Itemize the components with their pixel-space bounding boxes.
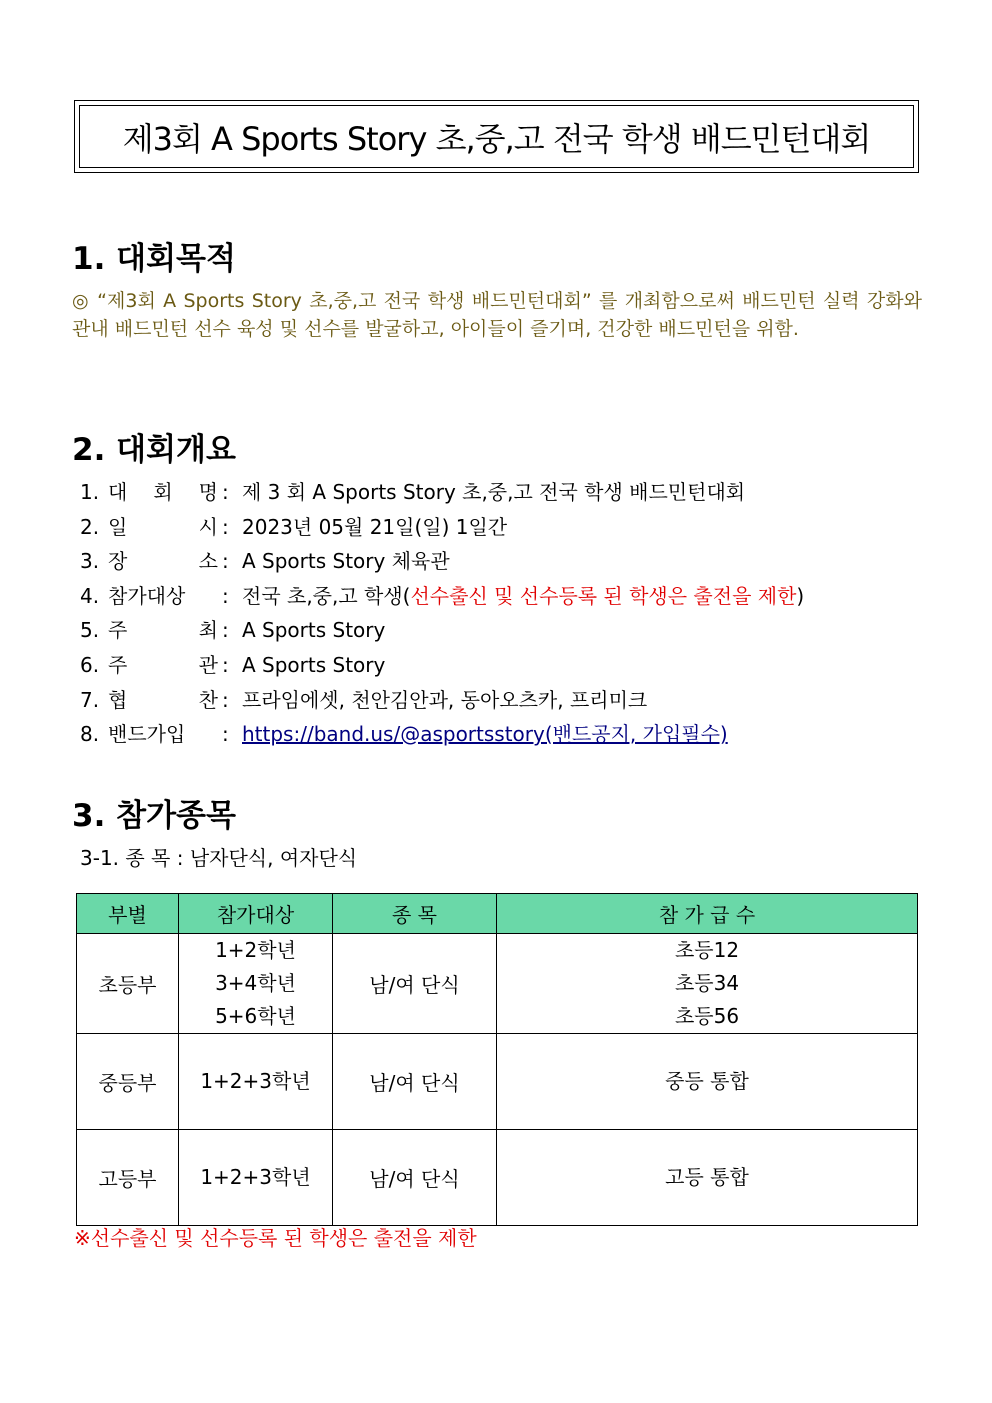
- division-cell: 초등부: [77, 934, 179, 1034]
- restriction-text: 선수출신 및 선수등록 된 학생은 출전을 제한: [410, 583, 797, 608]
- overview-value-tail: ): [796, 583, 805, 608]
- overview-value: [242, 477, 745, 512]
- overview-number: 7.: [80, 687, 100, 712]
- overview-number: 8.: [80, 722, 100, 747]
- overview-list: [80, 477, 960, 754]
- overview-value: [242, 615, 385, 650]
- grade-line: 초등34: [674, 971, 740, 995]
- overview-label-part: 밴드가입: [108, 722, 186, 747]
- overview-label-part: 일: [108, 514, 128, 539]
- header-event: 종 목: [333, 894, 497, 934]
- grade-line: 초등12: [674, 938, 740, 962]
- overview-label-part: 소: [198, 549, 218, 574]
- overview-number: 2.: [80, 514, 100, 539]
- header-grade: 참 가 급 수: [497, 894, 918, 934]
- overview-colon: :: [222, 480, 229, 504]
- overview-number: 1.: [80, 480, 100, 504]
- overview-row: [80, 477, 960, 512]
- overview-row: [80, 615, 960, 650]
- band-link[interactable]: https://band.us/@asportsstory(밴드공지, 가입필수): [242, 722, 728, 747]
- overview-label: [108, 546, 222, 581]
- event-cell: 남/여 단식: [333, 934, 497, 1034]
- grade-line: 중등 통합: [665, 1069, 749, 1093]
- title-box: [74, 100, 919, 173]
- header-target: 참가대상: [179, 894, 333, 934]
- section-heading-events: 3. 참가종목: [72, 798, 236, 834]
- event-table: [76, 893, 918, 1226]
- document-title: 제3회 A Sports Story 초,중,고 전국 학생 배드민턴대회: [122, 119, 871, 158]
- overview-colon: :: [222, 618, 229, 643]
- section-heading-overview: 2. 대회개요: [72, 432, 236, 468]
- overview-label-part: 관: [198, 652, 218, 677]
- target-line: 1+2학년: [215, 938, 296, 962]
- division-cell: 중등부: [77, 1034, 179, 1130]
- restriction-note: ※선수출신 및 선수등록 된 학생은 출전을 제한: [74, 1226, 477, 1250]
- overview-label: [108, 512, 222, 547]
- overview-colon: :: [222, 652, 229, 677]
- overview-value-text: A Sports Story: [242, 652, 386, 677]
- target-cell: [179, 1130, 333, 1226]
- overview-row: [80, 719, 960, 754]
- overview-number: 5.: [80, 618, 100, 643]
- overview-row: [80, 685, 960, 720]
- overview-label-part: 회: [153, 480, 173, 504]
- overview-number: 3.: [80, 549, 100, 574]
- overview-label-part: 장: [108, 549, 128, 574]
- overview-colon: :: [222, 514, 229, 539]
- overview-label-part: 주: [108, 618, 128, 643]
- overview-value-text: 전국 초,중,고 학생(: [242, 583, 411, 608]
- overview-colon: :: [222, 687, 229, 712]
- overview-number: 6.: [80, 652, 100, 677]
- header-division: 부별: [77, 894, 179, 934]
- event-cell: 남/여 단식: [333, 1034, 497, 1130]
- overview-label-part: 참가대상: [108, 583, 186, 608]
- overview-label: [108, 719, 222, 754]
- overview-label: [108, 581, 222, 616]
- overview-label-part: 최: [198, 618, 218, 643]
- overview-label-part: 명: [198, 480, 218, 504]
- overview-value-text: A Sports Story 체육관: [242, 549, 450, 574]
- target-cell: [179, 934, 333, 1034]
- overview-colon: :: [222, 583, 229, 608]
- overview-label: [108, 685, 222, 720]
- overview-value: [242, 650, 385, 685]
- overview-colon: :: [222, 722, 229, 747]
- purpose-paragraph: ◎ “제3회 A Sports Story 초,중,고 전국 학생 배드민턴대회” 를 개최함으로써 배드민턴 실력 강화와 관내 배드민턴 선수 육성 및 선수를 발굴하고, 아이들이 즐기며, 건강한 배드민턴을 위함.: [72, 290, 922, 340]
- overview-label: [108, 650, 222, 685]
- grade-line: 초등56: [674, 1004, 740, 1028]
- table-row: [77, 1130, 918, 1226]
- overview-label: [108, 477, 222, 512]
- overview-row: [80, 581, 960, 616]
- overview-value-text: 프라임에셋, 천안김안과, 동아오츠카, 프리미크: [242, 687, 648, 712]
- overview-row: [80, 546, 960, 581]
- table-row: [77, 1034, 918, 1130]
- overview-value: [242, 546, 450, 581]
- overview-value-text: 2023년 05월 21일(일) 1일간: [242, 514, 508, 539]
- target-line: 5+6학년: [215, 1004, 296, 1028]
- grade-cell: [497, 1034, 918, 1130]
- overview-number: 4.: [80, 583, 100, 608]
- target-cell: [179, 1034, 333, 1130]
- grade-cell: [497, 934, 918, 1034]
- grade-line: 고등 통합: [665, 1165, 749, 1189]
- target-line: 1+2+3학년: [200, 1165, 311, 1189]
- overview-row: [80, 650, 960, 685]
- overview-value-text: 제 3 회 A Sports Story 초,중,고 전국 학생 배드민턴대회: [242, 480, 746, 504]
- overview-value: [242, 512, 507, 547]
- overview-label: [108, 615, 222, 650]
- overview-label-part: 시: [198, 514, 218, 539]
- overview-value: [242, 685, 647, 720]
- grade-cell: [497, 1130, 918, 1226]
- event-line: 3-1. 종 목 : 남자단식, 여자단식: [80, 846, 358, 870]
- overview-label-part: 협: [108, 687, 128, 712]
- division-cell: 고등부: [77, 1130, 179, 1226]
- overview-label-part: 대: [108, 480, 128, 504]
- overview-value: [242, 581, 804, 616]
- overview-label-part: 주: [108, 652, 128, 677]
- overview-value-text: A Sports Story: [242, 618, 386, 643]
- overview-label-part: 찬: [198, 687, 218, 712]
- section-heading-purpose: 1. 대회목적: [72, 241, 236, 277]
- overview-value: [242, 719, 728, 754]
- target-line: 1+2+3학년: [200, 1069, 311, 1093]
- target-line: 3+4학년: [215, 971, 296, 995]
- overview-colon: :: [222, 549, 229, 574]
- event-cell: 남/여 단식: [333, 1130, 497, 1226]
- table-row: [77, 934, 918, 1034]
- overview-row: [80, 512, 960, 547]
- table-header-row: [77, 894, 918, 934]
